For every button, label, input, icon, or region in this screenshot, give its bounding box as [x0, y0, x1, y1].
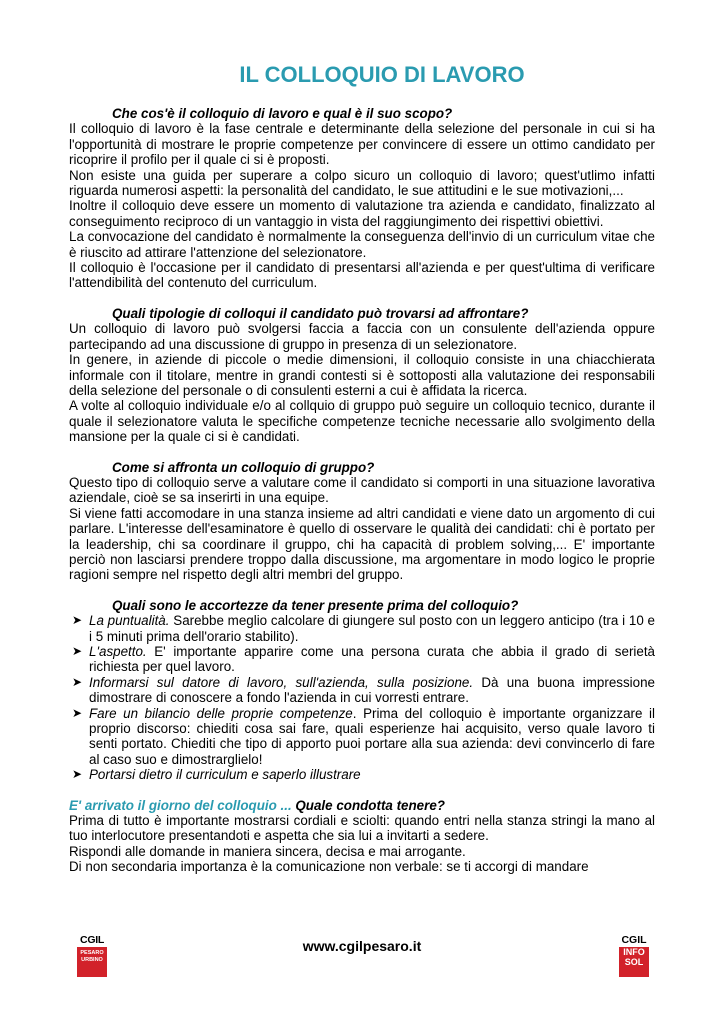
website-link[interactable]: www.cgilpesaro.it: [302, 938, 422, 954]
section-precautions: [69, 598, 655, 783]
section-types: [69, 306, 655, 445]
arrow-bullet-icon: ➤: [72, 767, 83, 782]
section-group-interview: [69, 460, 655, 583]
section-what-is: [69, 106, 655, 291]
cgil-pesaro-logo: CGIL PESARO URBINO: [77, 935, 107, 977]
section-interview-day: [69, 798, 655, 875]
paragraph: Questo tipo di colloquio serve a valutare come il candidato si comporti in una situazione lavorativa aziendale, cioè se sa inserirti in una equipe.: [69, 474, 655, 506]
paragraph: Il colloquio è l'occasione per il candidato di presentarsi all'azienda e per quest'ultima di verificare l'attendibilità del contenuto del curriculum.: [69, 260, 655, 291]
section-heading: Come si affronta un colloquio di gruppo?: [112, 459, 375, 475]
paragraph: Prima di tutto è importante mostrarsi cordiali e sciolti: quando entri nella stanza stringi la mano al tuo interlocutore presentandoti e aspetta che sia lui a invitarti a sedere.: [69, 813, 655, 844]
paragraph: Il colloquio di lavoro è la fase centrale e determinante della selezione del personale in cui si ha l'opportunità di mostrare le proprie competenze per convincere di essere un ottimo candidato per ricoprire il profilo per il quale ci si è proposti.: [69, 121, 655, 168]
paragraph: Rispondi alle domande in maniera sincera, decisa e mai arrogante.: [69, 843, 466, 859]
list-item: ➤ Informarsi sul datore di lavoro, sull'azienda, sulla posizione. Dà una buona impressione dimostrare di conoscere a fondo l'azienda in cui vorresti entrare.: [72, 674, 655, 706]
paragraph: A volte al colloquio individuale e/o al collquio di gruppo può seguire un colloquio tecnico, durante il quale il selezionatore valuta le specifiche competenze tecniche necessarie allo svolgimento della mansione per la quale ci si è candidati.: [69, 398, 655, 445]
page-footer: [0, 935, 724, 985]
arrow-bullet-icon: ➤: [72, 674, 83, 689]
list-item: ➤ Fare un bilancio delle proprie competenze. Prima del colloquio è importante organizzare il proprio discorso: chiediti cosa sai fare, quali esperienze hai acquisito, verso quale lavoro ti senti portato. Chiediti che tipo di apporto puoi portare alla sua azienda: devi convincerlo di fare al caso suo e dimostrarglielo!: [72, 705, 655, 767]
paragraph: Un colloquio di lavoro può svolgersi faccia a faccia con un consulente dell'azienda oppure partecipando ad una discussione di gruppo in presenza di un selezionatore.: [69, 321, 655, 352]
list-item: ➤ La puntualità. Sarebbe meglio calcolare di giungere sul posto con un leggero anticipo (tra i 10 e i 5 minuti prima dell'orario stabilito).: [72, 613, 656, 644]
document-body: [69, 62, 655, 890]
arrow-bullet-icon: ➤: [72, 644, 83, 658]
paragraph: La convocazione del candidato è normalmente la conseguenza dell'invio di un curriculum vitae che è riuscito ad attirare l'attenzione del selezionatore.: [69, 229, 655, 260]
cgil-infosol-logo: CGIL INFO SOL: [619, 935, 649, 977]
list-item: ➤ Portarsi dietro il curriculum e saperlo illustrare: [72, 767, 361, 783]
arrow-bullet-icon: ➤: [72, 613, 83, 628]
section-heading: Che cos'è il colloquio di lavoro e qual è il suo scopo?: [112, 106, 453, 121]
precautions-list: [69, 613, 655, 782]
arrow-bullet-icon: ➤: [72, 705, 83, 720]
section-heading: E' arrivato il giorno del colloquio ... Quale condotta tenere?: [69, 797, 445, 813]
paragraph: Si viene fatti accomodare in una stanza insieme ad altri candidati e viene dato un argomento di cui parlare. L'interesse dell'esaminatore è quello di osservare le qualità dei candidati: chi è portato per la leadership, chi sa coordinare il gruppo, chi ha capacità di problem solving,... E' importante perciò non lasciarsi prendere troppo dalla discussione, ma argomentare in modo logico le proprie ragioni sempre nel rispetto degli altri membri del gruppo.: [69, 505, 655, 583]
paragraph: Non esiste una guida per superare a colpo sicuro un colloquio di lavoro; quest'utlimo infatti riguarda numerosi aspetti: la personalità del candidato, le sue attitudini e le sue motivazioni,...: [69, 167, 655, 199]
paragraph: Di non secondaria importanza è la comunicazione non verbale: se ti accorgi di mandare: [69, 859, 589, 875]
section-heading: Quali sono le accortezze da tener presente prima del colloquio?: [112, 597, 519, 613]
section-heading: Quali tipologie di colloqui il candidato può trovarsi ad affrontare?: [112, 305, 529, 321]
list-item: ➤ L'aspetto. E' importante apparire come una persona curata che abbia il grado di serietà richiesta per quel lavoro.: [72, 644, 655, 675]
paragraph: Inoltre il colloquio deve essere un momento di valutazione tra azienda e candidato, finalizzato al conseguimento reciproco di un vantaggio in vista del raggiungimento dei rispettivi obiettivi.: [69, 198, 655, 229]
page-title: IL COLLOQUIO DI LAVORO: [239, 62, 525, 87]
paragraph: In genere, in aziende di piccole o medie dimensioni, il colloquio consiste in una chiacchierata informale con il titolare, mentre in grandi contesti si è sottoposti alla valutazione dei responsabili della selezione del personale o di consulenti esterni a cui è affidata la ricerca.: [69, 352, 655, 398]
